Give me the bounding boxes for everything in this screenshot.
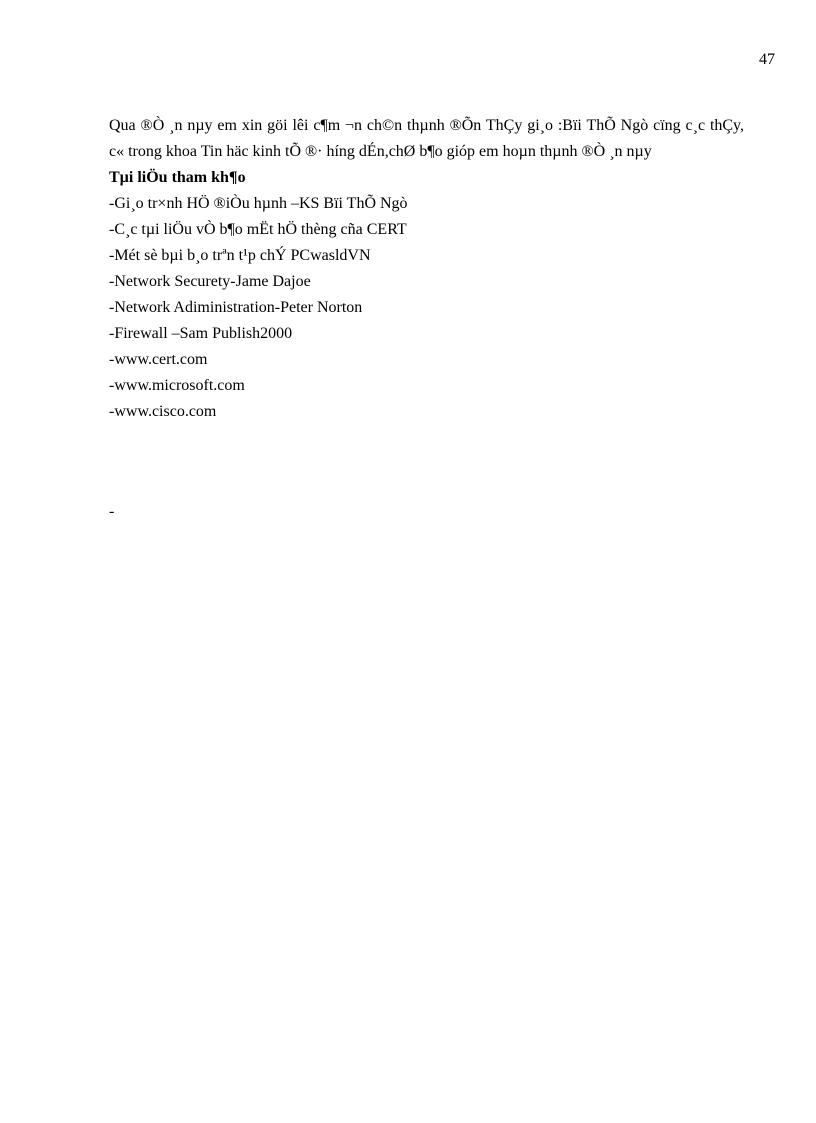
reference-item: -www.microsoft.com [109,377,245,394]
reference-item: -Gi¸o tr×nh HÖ ®iÒu hµnh –KS Bïi ThÕ Ngò [109,195,408,212]
page-number: 47 [759,51,775,68]
reference-item: -Firewall –Sam Publish2000 [109,325,293,342]
reference-item: -Network Securety-Jame Dajoe [109,273,311,290]
reference-item: -www.cert.com [109,351,208,368]
reference-item: -www.cisco.com [109,403,217,420]
acknowledgement-line-3: hoµn thµnh ®Ò ¸n nµy [502,143,652,160]
trailing-dash: - [109,503,115,520]
references-heading: Tµi liÖu tham kh¶o [109,169,246,186]
reference-item: -Mét sè bµi b¸o trªn t¹p chÝ PCwasldVN [109,247,371,264]
acknowledgement-line-1: Qua ®Ò ¸n nµy em xin göi lêi c¶m ¬n ch©n thµnh ®Õn ThÇy gi¸o :Bïi ThÕ Ngò [109,117,649,134]
reference-item: -C¸c tµi liÖu vÒ b¶o mËt hÖ thèng cña CERT [109,221,407,238]
acknowledgement-paragraph [109,113,744,165]
acknowledgement-line-2: cïng c¸c thÇy, c« trong khoa Tin häc kinh tÕ ®· híng dÉn,chØ b¶o gióp em [109,117,745,160]
document-body [109,113,744,425]
reference-item: -Network Adiministration-Peter Norton [109,299,363,316]
references-list [109,191,744,425]
